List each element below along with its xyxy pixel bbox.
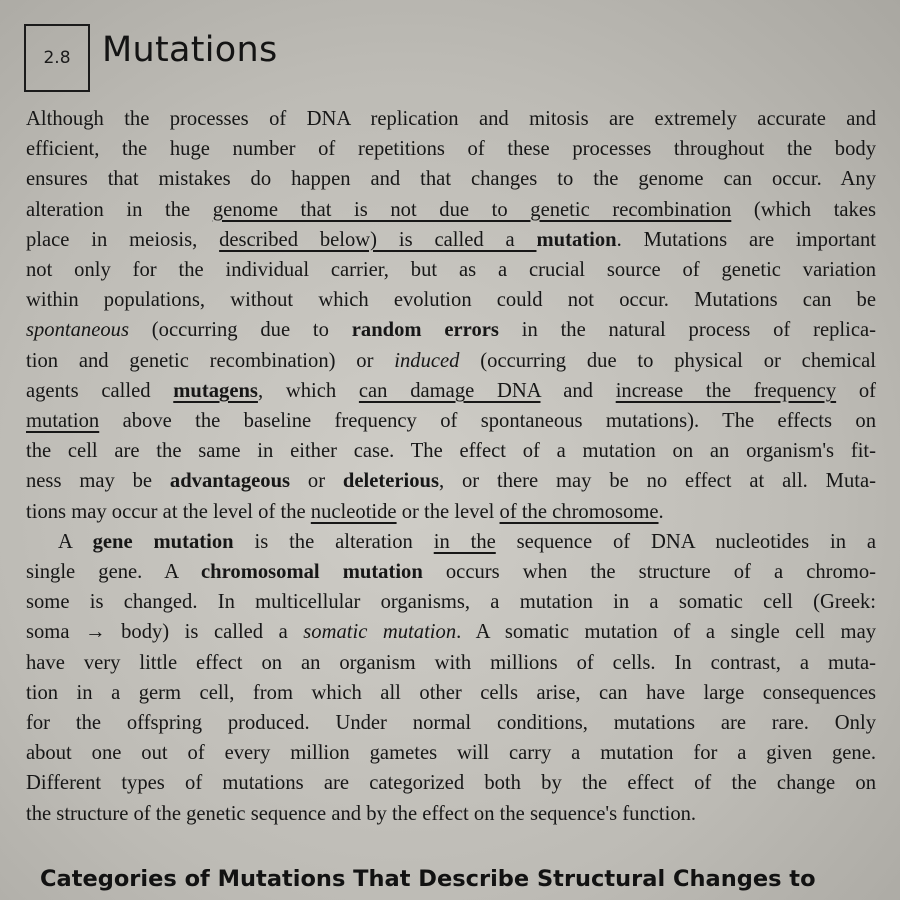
underlined-text: mutagens (173, 379, 258, 402)
underlined-text: increase the frequency (615, 379, 837, 402)
text-line (26, 768, 876, 798)
text-run: the structure of the genetic sequence and by the effect on the sequence's function. (26, 802, 697, 825)
text-run: A (58, 530, 93, 553)
text-run: for the offspring produced. Under normal conditions, mutations are rare. Only (26, 712, 876, 735)
text-line (26, 617, 876, 647)
underlined-text: described below) is called a (219, 228, 537, 251)
text-run: (occurring due to physical or chemical (459, 349, 877, 372)
text-line (26, 648, 876, 678)
text-run: agents called (26, 379, 174, 402)
text-run: Although the processes of DNA replication and mitosis are extremely accurate and (26, 108, 876, 130)
text-run: alteration in the (26, 198, 213, 221)
text-line (26, 557, 876, 587)
underlined-text: of the chromosome (499, 500, 659, 523)
text-run: within populations, without which evolution could not occur. Mutations can be (26, 289, 876, 312)
underlined-text: mutation (26, 410, 100, 433)
italic-term: somatic mutation (303, 621, 457, 644)
text-run: , which (257, 379, 359, 402)
text-line (26, 346, 876, 376)
italic-term: induced (394, 349, 460, 372)
text-run: efficient, the huge number of repetitions of these processes throughout the body (26, 138, 876, 161)
section-number: 2.8 (43, 48, 71, 68)
section-number-box (24, 24, 90, 92)
text-run: . A somatic mutation of a single cell may (456, 621, 877, 644)
text-run: tion in a germ cell, from which all other cells arise, can have large consequences (26, 681, 876, 704)
text-line (26, 225, 876, 255)
text-run: tion and genetic recombination) or (26, 349, 395, 372)
text-run: in the natural process of replica- (498, 319, 876, 342)
text-line (26, 104, 876, 134)
text-line (26, 255, 876, 285)
text-run: above the baseline frequency of spontaneous mutations). The effects on (99, 410, 876, 433)
text-run: . Mutations are important (616, 228, 877, 251)
bold-term: mutation (536, 228, 617, 251)
underlined-text: can damage DNA (358, 379, 541, 402)
text-line (26, 315, 876, 345)
bold-term: advantageous (169, 470, 291, 493)
bold-term: chromosomal mutation (201, 561, 423, 584)
text-line (26, 195, 876, 225)
section-title: Mutations (102, 30, 278, 70)
text-run: of (836, 379, 877, 402)
text-line (26, 799, 876, 829)
text-line (26, 738, 876, 768)
text-run: ness may be (26, 470, 170, 493)
text-run: . (658, 500, 664, 523)
text-line (26, 466, 876, 496)
text-run: (which takes (731, 198, 877, 221)
text-run: single gene. A (26, 561, 202, 584)
body-text (26, 104, 876, 829)
text-line (26, 134, 876, 164)
text-run: about one out of every million gametes will carry a mutation for a given gene. (26, 742, 876, 765)
text-line (26, 164, 876, 194)
text-line (26, 376, 876, 406)
text-run: or (290, 470, 343, 493)
text-line (26, 708, 876, 738)
text-line (26, 527, 876, 557)
text-run: tions may occur at the level of the (26, 500, 311, 523)
text-run: is the alteration (233, 530, 434, 553)
text-run: soma → body) is called a (26, 621, 304, 644)
text-run: sequence of DNA nucleotides in a (495, 530, 876, 553)
text-line (26, 436, 876, 466)
text-run: ensures that mistakes do happen and that changes to the genome can occur. Any (26, 168, 876, 191)
text-line (26, 285, 876, 315)
underlined-text: nucleotide (310, 500, 397, 523)
text-run: place in meiosis, (26, 228, 220, 251)
subheading: Categories of Mutations That Describe Structural Changes to (40, 866, 816, 892)
underlined-text: in the (433, 530, 496, 553)
text-run: or the level (396, 500, 500, 523)
text-line (26, 678, 876, 708)
text-line (26, 406, 876, 436)
text-run: occurs when the structure of a chromo- (422, 561, 876, 584)
text-run: the cell are the same in either case. The effect of a mutation on an organism's fit- (26, 440, 876, 463)
text-run: Different types of mutations are categorized both by the effect of the change on (26, 772, 876, 795)
text-line (26, 587, 876, 617)
text-run: (occurring due to (128, 319, 352, 342)
text-line (26, 497, 876, 527)
text-run: some is changed. In multicellular organisms, a mutation in a somatic cell (Greek: (26, 591, 876, 614)
text-run: and (540, 379, 616, 402)
text-run: have very little effect on an organism with millions of cells. In contrast, a muta- (26, 651, 876, 674)
text-run: , or there may be no effect at all. Muta- (439, 470, 876, 493)
italic-term: spontaneous (26, 319, 129, 342)
text-run: not only for the individual carrier, but as a crucial source of genetic variation (26, 259, 876, 282)
bold-term: random errors (351, 319, 499, 342)
bold-term: gene mutation (92, 530, 234, 553)
underlined-text: genome that is not due to genetic recombination (212, 198, 732, 221)
bold-term: deleterious (342, 470, 440, 493)
